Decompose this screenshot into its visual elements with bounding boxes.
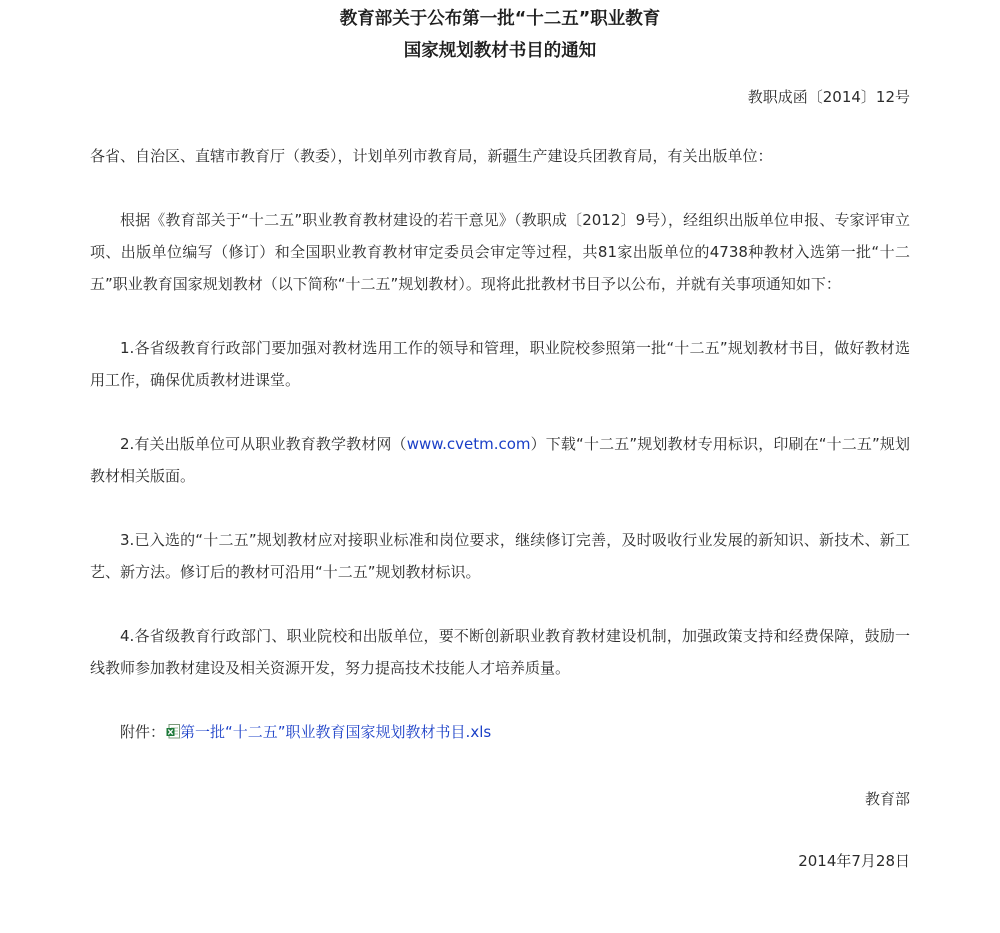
intro-paragraph: 根据《教育部关于“十二五”职业教育教材建设的若干意见》（教职成〔2012〕9号），经组织出版单位申报、专家评审立项、出版单位编写（修订）和全国职业教育教材审定委员会审定等过程，共81家出版单位的4738种教材入选第一批“十二五”职业教育国家规划教材（以下简称“十二五”规划教材）。现将此批教材书目予以公布，并就有关事项通知如下： bbox=[90, 211, 910, 293]
signer: 教育部 bbox=[864, 790, 910, 808]
item-2-text-after: ）下载“十二五”规划教材专用标识，印刷在“十二五”规划教材相关版面。 bbox=[90, 435, 910, 485]
attachment-file-link[interactable]: 第一批“十二五”职业教育国家规划教材书目.xls bbox=[180, 723, 492, 741]
attachment-label: 附件： bbox=[120, 723, 166, 741]
title-line-1: 教育部关于公布第一批“十二五”职业教育 bbox=[339, 9, 661, 29]
excel-file-icon bbox=[166, 718, 180, 733]
salutation: 各省、自治区、直辖市教育厅（教委），计划单列市教育局，新疆生产建设兵团教育局，有关出版单位： bbox=[90, 147, 773, 165]
item-2-paragraph bbox=[90, 428, 910, 492]
item-1-paragraph: 1.各省级教育行政部门要加强对教材选用工作的领导和管理，职业院校参照第一批“十二五”规划教材书目，做好教材选用工作，确保优质教材进课堂。 bbox=[90, 339, 910, 389]
cvetm-website-link[interactable]: www.cvetm.com bbox=[406, 435, 531, 453]
document-number: 教职成函〔2014〕12号 bbox=[747, 88, 910, 106]
title-line-2: 国家规划教材书目的通知 bbox=[403, 41, 597, 61]
item-4-paragraph: 4.各省级教育行政部门、职业院校和出版单位，要不断创新职业教育教材建设机制，加强政策支持和经费保障，鼓励一线教师参加教材建设及相关资源开发，努力提高技术技能人才培养质量。 bbox=[90, 627, 910, 677]
document-title bbox=[90, 0, 910, 67]
document-body bbox=[90, 0, 910, 874]
attachment-row bbox=[90, 716, 910, 748]
item-3-paragraph: 3.已入选的“十二五”规划教材应对接职业标准和岗位要求，继续修订完善，及时吸收行业发展的新知识、新技术、新工艺、新方法。修订后的教材可沿用“十二五”规划教材标识。 bbox=[90, 531, 910, 581]
item-2-text-before: 2.有关出版单位可从职业教育教学教材网（ bbox=[120, 435, 407, 453]
issue-date: 2014年7月28日 bbox=[798, 852, 910, 870]
